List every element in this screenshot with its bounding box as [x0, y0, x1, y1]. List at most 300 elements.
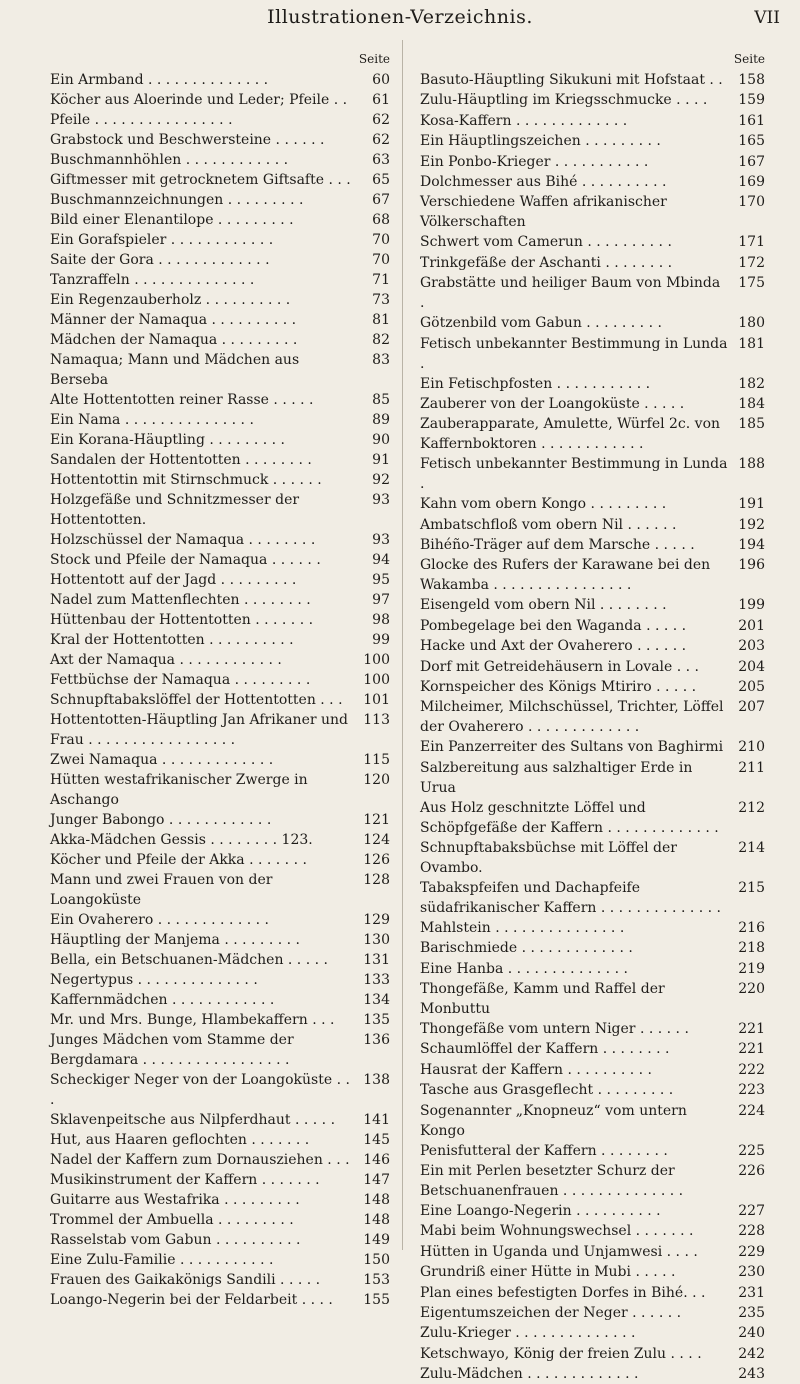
entry-page-number: 93 — [372, 532, 390, 548]
entry-page-number: 167 — [738, 153, 765, 170]
entry-title: Grabstock und Beschwersteine . . . . . . — [50, 132, 325, 148]
index-entry — [420, 494, 765, 514]
index-entry — [50, 430, 390, 450]
entry-title: Sogenannter „Knopneuz“ vom untern Kongo — [420, 1102, 687, 1139]
index-entry — [420, 555, 765, 595]
index-entry — [420, 758, 765, 798]
entry-title: Ein Korana-Häuptling . . . . . . . . . — [50, 432, 286, 448]
entry-title: Mabi beim Wohnungswechsel . . . . . . . — [420, 1223, 694, 1240]
entry-page-number: 131 — [363, 952, 390, 968]
entry-page-number: 67 — [372, 192, 390, 208]
entry-page-number: 155 — [363, 1292, 390, 1308]
entry-title: Mädchen der Namaqua . . . . . . . . . — [50, 332, 298, 348]
entry-title: Zauberapparate, Amulette, Würfel 2c. von Kaffernboktoren . . . . . . . . . . . . — [420, 416, 721, 453]
index-entry — [420, 111, 765, 131]
index-entry — [420, 273, 765, 313]
index-entry — [420, 394, 765, 414]
entry-page-number: 90 — [372, 432, 390, 448]
index-entry — [420, 454, 765, 494]
index-entry — [50, 810, 390, 830]
entry-page-number: 199 — [738, 597, 765, 614]
entry-page-number: 73 — [372, 292, 390, 308]
index-entry — [420, 1039, 765, 1059]
index-entry — [420, 1303, 765, 1323]
index-entry — [420, 677, 765, 697]
entry-page-number: 229 — [738, 1243, 765, 1260]
entry-title: Alte Hottentotten reiner Rasse . . . . . — [50, 392, 314, 408]
entry-page-number: 182 — [738, 375, 765, 392]
entry-page-number: 100 — [363, 652, 390, 668]
index-entry — [50, 250, 390, 270]
entry-page-number: 169 — [738, 173, 765, 190]
entry-title: Kornspeicher des Königs Mtiriro . . . . . — [420, 679, 697, 696]
entry-page-number: 60 — [372, 72, 390, 88]
entry-page-number: 135 — [363, 1012, 390, 1028]
entry-page-number: 205 — [738, 679, 765, 696]
index-entry — [420, 918, 765, 938]
index-entry — [420, 616, 765, 636]
entry-page-number: 172 — [738, 254, 765, 271]
entry-page-number: 204 — [738, 658, 765, 675]
entry-page-number: 138 — [363, 1072, 390, 1088]
entry-title: Akka-Mädchen Gessis . . . . . . . . 123. — [50, 832, 313, 848]
entry-page-number: 97 — [372, 592, 390, 608]
entry-page-number: 128 — [363, 872, 390, 888]
index-entry — [50, 590, 390, 610]
entry-title: Stock und Pfeile der Namaqua . . . . . . — [50, 552, 321, 568]
entry-title: Ein Regenzauberholz . . . . . . . . . . — [50, 292, 291, 308]
entry-title: Mr. und Mrs. Bunge, Hlambekaffern . . . — [50, 1012, 335, 1028]
entry-title: Hausrat der Kaffern . . . . . . . . . . — [420, 1061, 653, 1078]
index-entry — [420, 1323, 765, 1343]
index-entry — [50, 1150, 390, 1170]
index-entry — [50, 610, 390, 630]
entry-page-number: 230 — [738, 1264, 765, 1281]
index-entry — [50, 1170, 390, 1190]
entry-page-number: 201 — [738, 617, 765, 634]
column-divider — [402, 40, 403, 1250]
entry-title: Eigentumszeichen der Neger . . . . . . — [420, 1304, 682, 1321]
index-entry — [50, 190, 390, 210]
entry-title: Thongefäße vom untern Niger . . . . . . — [420, 1020, 689, 1037]
entry-page-number: 61 — [372, 92, 390, 108]
index-entry — [420, 1161, 765, 1201]
index-entry — [50, 170, 390, 190]
entry-page-number: 91 — [372, 452, 390, 468]
entry-page-number: 148 — [363, 1192, 390, 1208]
entry-page-number: 62 — [372, 112, 390, 128]
index-entry — [50, 210, 390, 230]
entry-title: Saite der Gora . . . . . . . . . . . . . — [50, 252, 270, 268]
entry-title: Häuptling der Manjema . . . . . . . . . — [50, 932, 300, 948]
entry-title: Zwei Namaqua . . . . . . . . . . . . . — [50, 752, 274, 768]
entry-title: Ein Panzerreiter des Sultans von Baghirmi — [420, 739, 724, 756]
entry-title: Kosa-Kaffern . . . . . . . . . . . . . — [420, 112, 628, 129]
entry-page-number: 89 — [372, 412, 390, 428]
entry-title: Salzbereitung aus salzhaltiger Erde in Urua — [420, 759, 693, 796]
entry-title: Hütten westafrikanischer Zwerge in Aschango — [50, 772, 308, 808]
entry-page-number: 153 — [363, 1272, 390, 1288]
entry-page-number: 130 — [363, 932, 390, 948]
index-entry — [420, 334, 765, 374]
entry-title: Ein Ovaherero . . . . . . . . . . . . . — [50, 912, 270, 928]
index-entry — [420, 979, 765, 1019]
entry-title: Kaffernmädchen . . . . . . . . . . . . — [50, 992, 275, 1008]
entry-page-number: 113 — [363, 712, 390, 728]
entry-page-number: 218 — [738, 940, 765, 957]
entry-page-number: 81 — [372, 312, 390, 328]
entry-page-number: 148 — [363, 1212, 390, 1228]
entry-title: Fetisch unbekannter Bestimmung in Lunda . — [420, 335, 728, 372]
entry-page-number: 133 — [363, 972, 390, 988]
entry-page-number: 161 — [738, 112, 765, 129]
entry-title: Ein Fetischpfosten . . . . . . . . . . . — [420, 375, 651, 392]
entry-title: Buschmannzeichnungen . . . . . . . . . — [50, 192, 304, 208]
entry-page-number: 222 — [738, 1061, 765, 1078]
index-entry — [50, 350, 390, 390]
entry-title: Schaumlöffel der Kaffern . . . . . . . . — [420, 1041, 670, 1058]
index-entry — [50, 290, 390, 310]
index-entry — [420, 1019, 765, 1039]
entry-title: Ein Ponbo-Krieger . . . . . . . . . . . — [420, 153, 649, 170]
entry-title: Zauberer von der Loangoküste . . . . . — [420, 395, 685, 412]
index-entry — [50, 1070, 390, 1110]
index-entry — [420, 938, 765, 958]
seite-label: Seite — [358, 52, 390, 66]
entry-page-number: 175 — [738, 275, 765, 292]
entry-page-number: 65 — [372, 172, 390, 188]
entry-page-number: 180 — [738, 315, 765, 332]
entry-page-number: 141 — [363, 1112, 390, 1128]
entry-page-number: 235 — [738, 1304, 765, 1321]
entry-title: Rasselstab vom Gabun . . . . . . . . . . — [50, 1232, 301, 1248]
entry-title: Götzenbild vom Gabun . . . . . . . . . — [420, 315, 662, 332]
entry-page-number: 147 — [363, 1172, 390, 1188]
index-entry — [420, 313, 765, 333]
entry-title: Eisengeld vom obern Nil . . . . . . . . — [420, 597, 667, 614]
entry-title: Bild einer Elenantilope . . . . . . . . . — [50, 212, 294, 228]
index-entry — [50, 1210, 390, 1230]
entry-title: Ein Armband . . . . . . . . . . . . . . — [50, 72, 269, 88]
entry-page-number: 68 — [372, 212, 390, 228]
index-entry — [50, 970, 390, 990]
entry-page-number: 165 — [738, 133, 765, 150]
entry-title: Tasche aus Grasgeflecht . . . . . . . . . — [420, 1082, 674, 1099]
seite-label: Seite — [733, 52, 765, 66]
entry-page-number: 214 — [738, 839, 765, 856]
index-entry — [50, 150, 390, 170]
entry-title: Frauen des Gaikakönigs Sandili . . . . . — [50, 1272, 321, 1288]
entry-page-number: 240 — [738, 1325, 765, 1342]
index-entry — [50, 830, 390, 850]
index-entry — [50, 310, 390, 330]
entry-title: Loango-Negerin bei der Feldarbeit . . . . — [50, 1292, 333, 1308]
entry-page-number: 101 — [363, 692, 390, 708]
index-entry — [420, 253, 765, 273]
entry-title: Hacke und Axt der Ovaherero . . . . . . — [420, 638, 687, 655]
entry-page-number: 83 — [372, 352, 390, 368]
entry-page-number: 196 — [738, 557, 765, 574]
left-column — [50, 50, 390, 1310]
index-entry — [50, 1010, 390, 1030]
entry-page-number: 170 — [738, 194, 765, 211]
entry-page-number: 212 — [738, 799, 765, 816]
entry-title: Trommel der Ambuella . . . . . . . . . — [50, 1212, 294, 1228]
entry-page-number: 150 — [363, 1252, 390, 1268]
entry-title: Schnupftabaksbüchse mit Löffel der Ovambo. — [420, 839, 677, 876]
index-entry — [420, 595, 765, 615]
entry-title: Hottentotten-Häuptling Jan Afrikaner und Frau . . . . . . . . . . . . . . . . . — [50, 712, 348, 748]
index-entry — [420, 1221, 765, 1241]
index-entry — [420, 1283, 765, 1303]
entry-page-number: 243 — [738, 1366, 765, 1383]
index-entry — [50, 230, 390, 250]
entry-page-number: 120 — [363, 772, 390, 788]
entry-title: Eine Zulu-Familie . . . . . . . . . . . — [50, 1252, 274, 1268]
index-entry — [50, 1250, 390, 1270]
entry-page-number: 224 — [738, 1102, 765, 1119]
entry-title: Plan eines befestigten Dorfes in Bihé. . . — [420, 1284, 706, 1301]
right-column-header — [420, 50, 765, 70]
entry-title: Verschiedene Waffen afrikanischer Völkerschaften — [420, 194, 667, 231]
index-entry — [420, 90, 765, 110]
entry-title: Trinkgefäße der Aschanti . . . . . . . . — [420, 254, 673, 271]
entry-title: Milcheimer, Milchschüssel, Trichter, Löffel der Ovaherero . . . . . . . . . . . . . — [420, 699, 724, 736]
index-entry — [420, 636, 765, 656]
page-number: VII — [754, 8, 780, 28]
index-entry — [50, 910, 390, 930]
index-entry — [50, 750, 390, 770]
entry-page-number: 225 — [738, 1142, 765, 1159]
index-entry — [50, 930, 390, 950]
entry-page-number: 159 — [738, 92, 765, 109]
entry-title: Junges Mädchen vom Stamme der Bergdamara . . . . . . . . . . . . . . . . . — [50, 1032, 294, 1068]
entry-title: Schnupftabakslöffel der Hottentotten . . . — [50, 692, 343, 708]
entry-title: Köcher und Pfeile der Akka . . . . . . . — [50, 852, 307, 868]
index-entry — [420, 959, 765, 979]
entry-page-number: 95 — [372, 572, 390, 588]
entry-page-number: 192 — [738, 516, 765, 533]
entry-title: Buschmannhöhlen . . . . . . . . . . . . — [50, 152, 289, 168]
entry-title: Fettbüchse der Namaqua . . . . . . . . . — [50, 672, 311, 688]
entry-page-number: 216 — [738, 919, 765, 936]
index-entry — [50, 1270, 390, 1290]
entry-title: Eine Hanba . . . . . . . . . . . . . . — [420, 960, 628, 977]
entry-title: Köcher aus Aloerinde und Leder; Pfeile . . — [50, 92, 348, 108]
entry-page-number: 70 — [372, 252, 390, 268]
entry-title: Guitarre aus Westafrika . . . . . . . . . — [50, 1192, 300, 1208]
index-entry — [420, 192, 765, 232]
entry-page-number: 124 — [363, 832, 390, 848]
entry-page-number: 215 — [738, 879, 765, 896]
entry-page-number: 220 — [738, 980, 765, 997]
index-entry — [50, 1190, 390, 1210]
index-entry — [420, 1201, 765, 1221]
index-entry — [420, 1141, 765, 1161]
entry-title: Hottentottin mit Stirnschmuck . . . . . . — [50, 472, 322, 488]
entry-title: Hut, aus Haaren geflochten . . . . . . . — [50, 1132, 310, 1148]
index-entry — [50, 670, 390, 690]
index-entry — [50, 130, 390, 150]
entry-title: Hottentott auf der Jagd . . . . . . . . . — [50, 572, 297, 588]
entry-page-number: 82 — [372, 332, 390, 348]
entry-title: Ein Gorafspieler . . . . . . . . . . . . — [50, 232, 274, 248]
entry-title: Eine Loango-Negerin . . . . . . . . . . — [420, 1202, 661, 1219]
entry-title: Junger Babongo . . . . . . . . . . . . — [50, 812, 272, 828]
entry-page-number: 93 — [372, 492, 390, 508]
entry-page-number: 221 — [738, 1020, 765, 1037]
entry-page-number: 185 — [738, 416, 765, 433]
entry-page-number: 194 — [738, 537, 765, 554]
index-entry — [50, 470, 390, 490]
entry-title: Holzschüssel der Namaqua . . . . . . . . — [50, 532, 316, 548]
entry-title: Grabstätte und heiliger Baum von Mbinda . — [420, 275, 721, 312]
entry-title: Nadel zum Mattenflechten . . . . . . . . — [50, 592, 311, 608]
index-entry — [50, 410, 390, 430]
entry-title: Axt der Namaqua . . . . . . . . . . . . — [50, 652, 282, 668]
right-column — [420, 50, 765, 1384]
entry-title: Sandalen der Hottentotten . . . . . . . . — [50, 452, 312, 468]
entry-page-number: 136 — [363, 1032, 390, 1048]
entry-page-number: 191 — [738, 496, 765, 513]
index-entry — [420, 1262, 765, 1282]
entry-page-number: 92 — [372, 472, 390, 488]
entry-page-number: 210 — [738, 739, 765, 756]
entry-title: Mann und zwei Frauen von der Loangoküste — [50, 872, 273, 908]
entry-page-number: 158 — [738, 72, 765, 88]
entry-title: Pombegelage bei den Waganda . . . . . — [420, 617, 687, 634]
entry-page-number: 71 — [372, 272, 390, 288]
index-entry — [420, 374, 765, 394]
entry-title: Pfeile . . . . . . . . . . . . . . . . — [50, 112, 233, 128]
entry-title: Musikinstrument der Kaffern . . . . . . . — [50, 1172, 320, 1188]
entry-page-number: 63 — [372, 152, 390, 168]
entry-page-number: 129 — [363, 912, 390, 928]
entry-title: Grundriß einer Hütte in Mubi . . . . . — [420, 1264, 676, 1281]
entry-title: Ein Häuptlingszeichen . . . . . . . . . — [420, 133, 661, 150]
index-entry — [50, 770, 390, 810]
left-column-header — [50, 50, 390, 70]
entry-title: Fetisch unbekannter Bestimmung in Lunda . — [420, 456, 728, 493]
entry-title: Zulu-Mädchen . . . . . . . . . . . . . — [420, 1366, 639, 1383]
index-entry — [420, 697, 765, 737]
index-entry — [50, 90, 390, 110]
entry-page-number: 211 — [738, 759, 765, 776]
entry-page-number: 100 — [363, 672, 390, 688]
index-entry — [50, 950, 390, 970]
entry-title: Negertypus . . . . . . . . . . . . . . — [50, 972, 258, 988]
index-entry — [420, 1101, 765, 1141]
entry-page-number: 219 — [738, 960, 765, 977]
index-entry — [50, 630, 390, 650]
entry-page-number: 115 — [363, 752, 390, 768]
index-entry — [50, 390, 390, 410]
entry-title: Hütten in Uganda und Unjamwesi . . . . — [420, 1243, 698, 1260]
entry-page-number: 228 — [738, 1223, 765, 1240]
index-entry — [420, 515, 765, 535]
entry-page-number: 134 — [363, 992, 390, 1008]
index-entry — [50, 1290, 390, 1310]
entry-page-number: 181 — [738, 335, 765, 352]
index-entry — [50, 690, 390, 710]
entry-page-number: 99 — [372, 632, 390, 648]
index-entry — [50, 1110, 390, 1130]
index-entry — [420, 1364, 765, 1384]
index-entry — [420, 1344, 765, 1364]
entry-page-number: 221 — [738, 1041, 765, 1058]
entry-page-number: 227 — [738, 1202, 765, 1219]
index-entry — [420, 1242, 765, 1262]
entry-title: Zulu-Häuptling im Kriegsschmucke . . . . — [420, 92, 708, 109]
index-entry — [50, 870, 390, 910]
entry-title: Mahlstein . . . . . . . . . . . . . . . — [420, 919, 625, 936]
index-entry — [50, 990, 390, 1010]
index-entry — [420, 152, 765, 172]
left-entry-list — [50, 70, 390, 1310]
entry-title: Männer der Namaqua . . . . . . . . . . — [50, 312, 297, 328]
index-entry — [420, 172, 765, 192]
entry-page-number: 223 — [738, 1082, 765, 1099]
entry-title: Dolchmesser aus Bihé . . . . . . . . . . — [420, 173, 667, 190]
index-entry — [50, 530, 390, 550]
entry-page-number: 62 — [372, 132, 390, 148]
entry-title: Tanzraffeln . . . . . . . . . . . . . . — [50, 272, 255, 288]
entry-title: Ein mit Perlen besetzter Schurz der Betschuanenfrauen . . . . . . . . . . . . . . — [420, 1162, 684, 1199]
entry-title: Scheckiger Neger von der Loangoküste . . . — [50, 1072, 350, 1108]
entry-title: Schwert vom Camerun . . . . . . . . . . — [420, 234, 672, 251]
index-entry — [50, 710, 390, 750]
index-entry — [50, 490, 390, 530]
entry-title: Ketschwayo, König der freien Zulu . . . . — [420, 1345, 702, 1362]
index-entry — [420, 535, 765, 555]
entry-title: Ein Nama . . . . . . . . . . . . . . . — [50, 412, 254, 428]
entry-page-number: 149 — [363, 1232, 390, 1248]
entry-page-number: 98 — [372, 612, 390, 628]
entry-title: Penisfutteral der Kaffern . . . . . . . . — [420, 1142, 668, 1159]
index-entry — [50, 650, 390, 670]
index-entry — [50, 550, 390, 570]
entry-page-number: 146 — [363, 1152, 390, 1168]
entry-title: Zulu-Krieger . . . . . . . . . . . . . . — [420, 1325, 636, 1342]
index-entry — [50, 850, 390, 870]
entry-page-number: 94 — [372, 552, 390, 568]
index-entry — [50, 110, 390, 130]
entry-title: Nadel der Kaffern zum Dornausziehen . . . — [50, 1152, 350, 1168]
index-entry — [420, 1060, 765, 1080]
index-entry — [50, 1130, 390, 1150]
entry-title: Aus Holz geschnitzte Löffel und Schöpfgefäße der Kaffern . . . . . . . . . . . . . — [420, 799, 719, 836]
entry-page-number: 226 — [738, 1162, 765, 1179]
right-entry-list — [420, 70, 765, 1384]
entry-title: Hüttenbau der Hottentotten . . . . . . . — [50, 612, 314, 628]
entry-title: Tabakspfeifen und Dachapfeife südafrikanischer Kaffern . . . . . . . . . . . . . . — [420, 879, 722, 916]
index-entry — [420, 878, 765, 918]
entry-title: Bihéño-Träger auf dem Marsche . . . . . — [420, 537, 695, 554]
index-entry — [420, 232, 765, 252]
index-entry — [50, 330, 390, 350]
index-entry — [420, 798, 765, 838]
entry-title: Ambatschfloß vom obern Nil . . . . . . — [420, 516, 677, 533]
index-entry — [420, 70, 765, 90]
entry-title: Holzgefäße und Schnitzmesser der Hottentotten. — [50, 492, 300, 528]
entry-title: Kral der Hottentotten . . . . . . . . . . — [50, 632, 294, 648]
entry-title: Sklavenpeitsche aus Nilpferdhaut . . . . . — [50, 1112, 336, 1128]
index-entry — [420, 1080, 765, 1100]
entry-page-number: 126 — [363, 852, 390, 868]
page-title: Illustrationen-Verzeichnis. — [267, 6, 533, 28]
index-entry — [420, 414, 765, 454]
entry-title: Bella, ein Betschuanen-Mädchen . . . . . — [50, 952, 328, 968]
